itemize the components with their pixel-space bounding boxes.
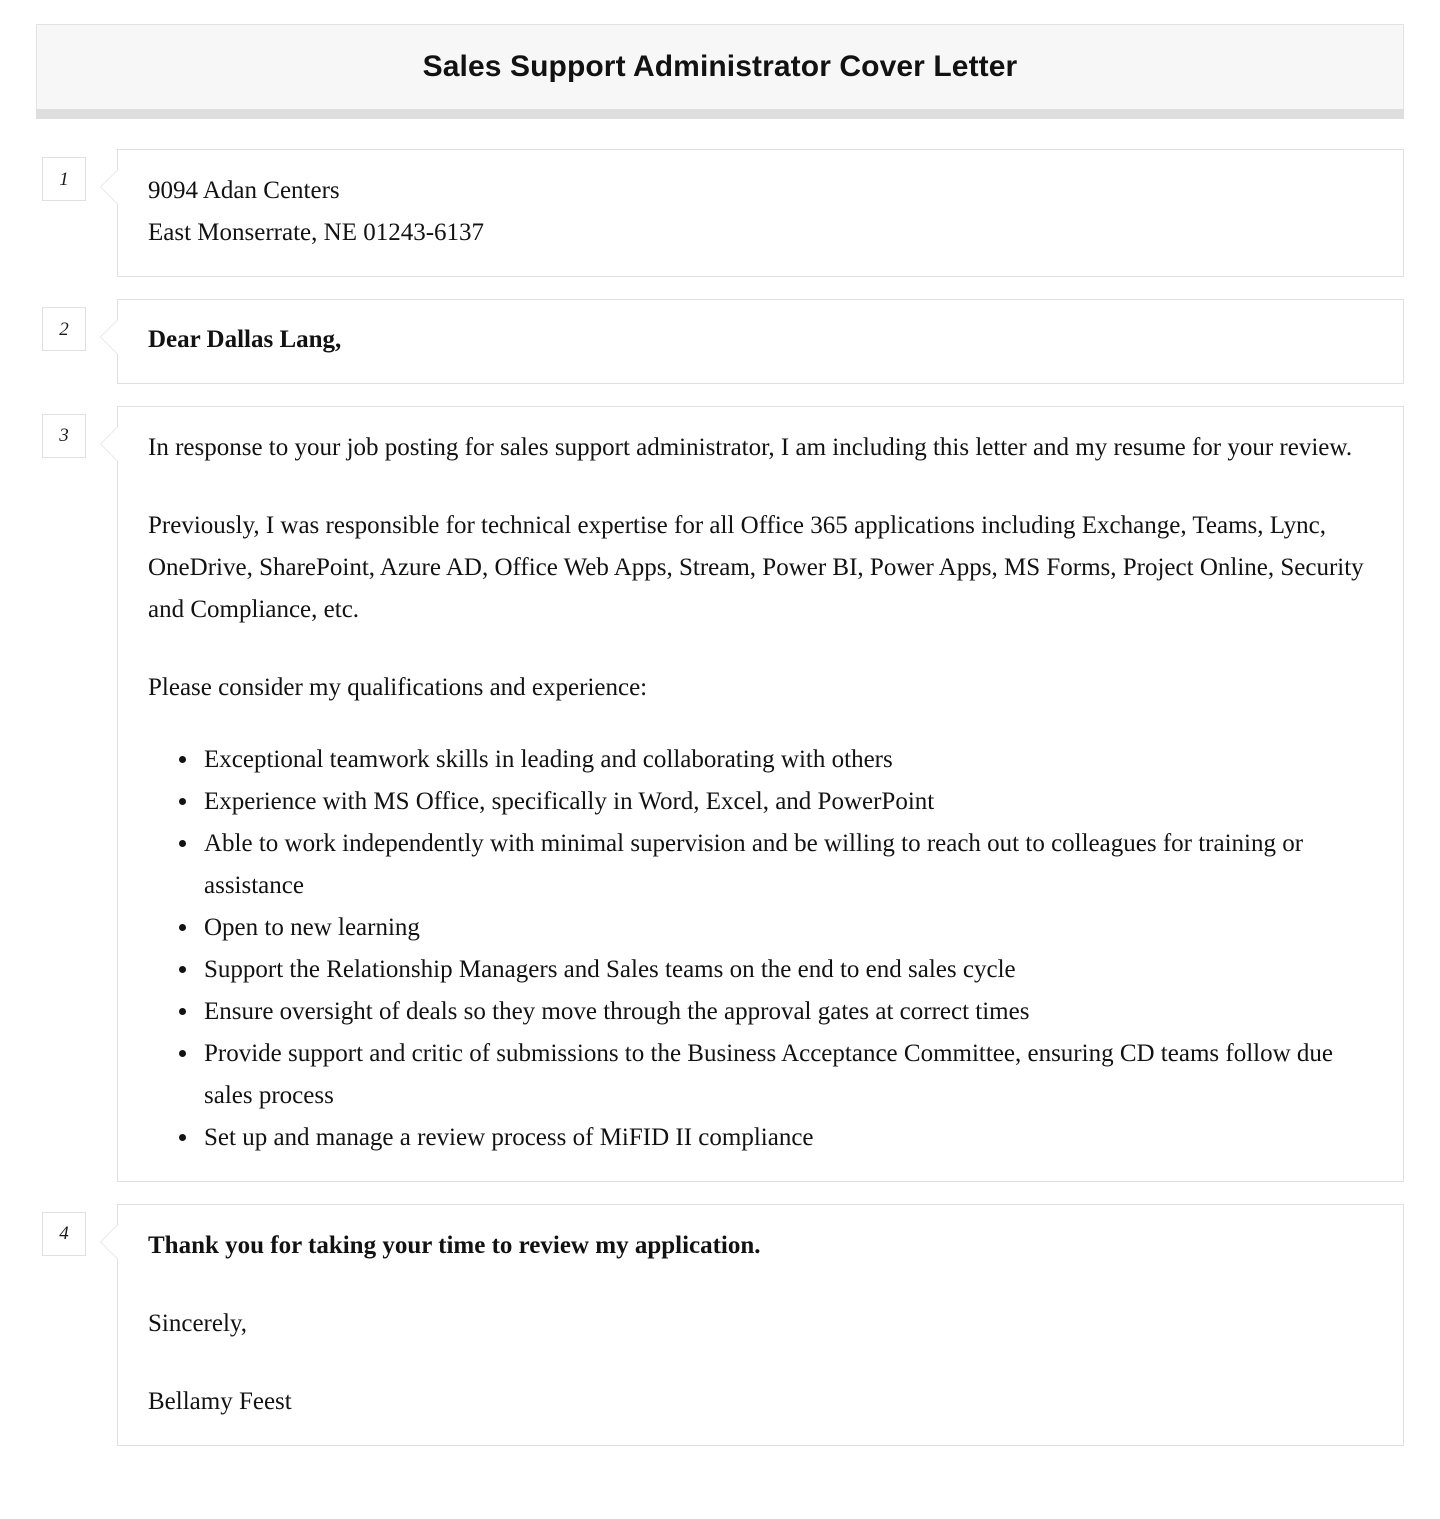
section-content-address[interactable] [117, 149, 1404, 277]
list-item: • Ensure oversight of deals so they move through the approval gates at correct times [200, 991, 1375, 1033]
body-paragraph-1: In response to your job posting for sales support administrator, I am including this letter and my resume for your review. [148, 433, 1353, 461]
closing-thanks: Thank you for taking your time to review my application. [148, 1231, 761, 1259]
document-header [36, 24, 1404, 119]
section-number-badge[interactable]: 3 [42, 414, 86, 458]
callout-arrow-inner-icon [101, 319, 119, 355]
callout-arrow-inner-icon [101, 426, 119, 462]
letter-sections [36, 119, 1404, 1446]
letter-section-salutation [36, 299, 1404, 384]
body-paragraph-2: Previously, I was responsible for technical expertise for all Office 365 applications including Exchange, Teams, Lync, OneDrive, SharePoint, Azure AD, Office Web Apps, Stream, Power BI, Power Apps, MS Forms, Project Online, Security and Compliance, etc. [148, 511, 1364, 623]
section-number-badge[interactable]: 2 [42, 307, 86, 351]
salutation-text: Dear Dallas Lang, [148, 326, 342, 353]
section-content-salutation[interactable] [117, 299, 1404, 384]
qualifications-list [148, 739, 1375, 1159]
closing-signoff: Sincerely, [148, 1309, 248, 1337]
list-item: • Exceptional teamwork skills in leading and collaborating with others [200, 739, 1375, 781]
letter-section-address [36, 149, 1404, 277]
section-number-badge[interactable]: 4 [42, 1212, 86, 1256]
document-header-card [36, 24, 1404, 109]
address-line-2: East Monserrate, NE 01243-6137 [148, 219, 485, 246]
list-item: • Set up and manage a review process of MiFID II compliance [200, 1117, 1375, 1159]
list-item: • Support the Relationship Managers and Sales teams on the end to end sales cycle [200, 949, 1375, 991]
list-item: • Experience with MS Office, specifically in Word, Excel, and PowerPoint [200, 781, 1375, 823]
closing-signature: Bellamy Feest [148, 1387, 292, 1415]
callout-arrow-inner-icon [101, 1224, 119, 1260]
list-item: • Able to work independently with minimal supervision and be willing to reach out to colleagues for training or assistance [200, 823, 1375, 907]
section-number-badge[interactable]: 1 [42, 157, 86, 201]
body-paragraph-3: Please consider my qualifications and experience: [148, 673, 648, 701]
callout-arrow-inner-icon [101, 169, 119, 205]
list-item: • Provide support and critic of submissions to the Business Acceptance Committee, ensuring CD teams follow due sales process [200, 1033, 1375, 1117]
letter-section-body [36, 406, 1404, 1182]
address-line-1: 9094 Adan Centers [148, 177, 340, 204]
page-title: Sales Support Administrator Cover Letter [422, 50, 1018, 83]
cover-letter-page [0, 24, 1440, 1446]
letter-section-closing [36, 1204, 1404, 1446]
list-item: • Open to new learning [200, 907, 1375, 949]
section-content-closing[interactable] [117, 1204, 1404, 1446]
section-content-body[interactable] [117, 406, 1404, 1182]
